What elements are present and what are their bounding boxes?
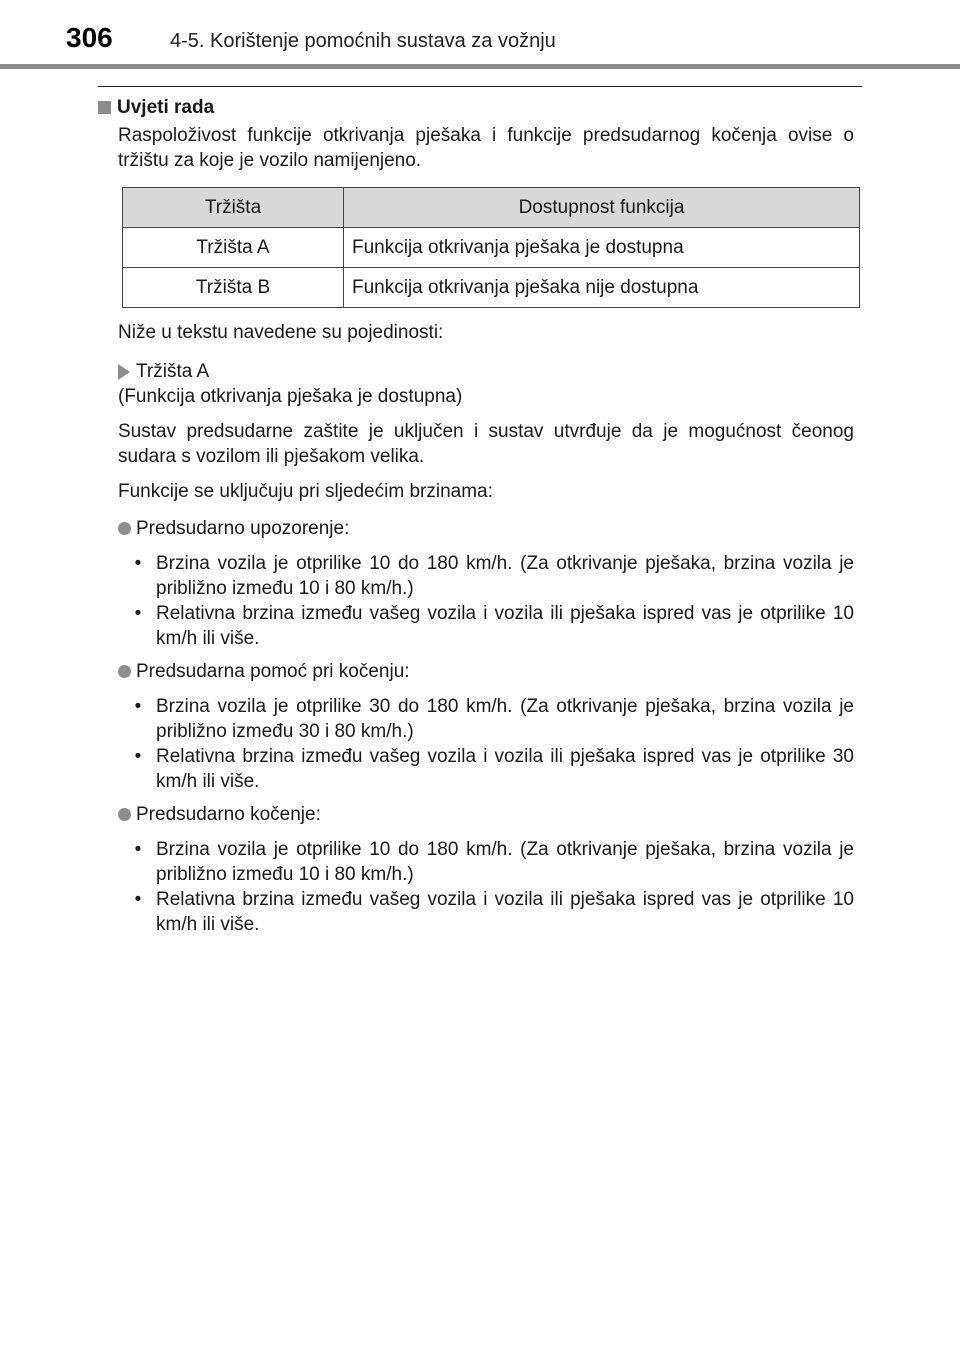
list-item	[118, 887, 854, 937]
table-row	[123, 228, 860, 268]
page-header	[0, 0, 960, 66]
bullet-dot: •	[134, 603, 142, 624]
bullet-dot: •	[134, 746, 142, 767]
circle-bullet-icon	[118, 808, 131, 821]
table-header-row	[123, 188, 860, 228]
market-a-subtitle: (Funkcija otkrivanja pješaka je dostupna)	[118, 386, 463, 407]
chapter-title: 4-5. Korištenje pomoćnih sustava za vožnju	[170, 30, 556, 52]
function-title-row	[118, 659, 854, 684]
section-heading	[98, 92, 858, 122]
table-cell: Funkcija otkrivanja pješaka je dostupna	[344, 228, 860, 268]
list-item	[118, 694, 854, 744]
function-block	[118, 802, 854, 937]
circle-bullet-icon	[118, 665, 131, 678]
bullet-text: Relativna brzina između vašeg vozila i vozila ili pješaka ispred vas je otprilike 10 km/h ili više.	[156, 603, 854, 649]
circle-bullet-icon	[118, 522, 131, 535]
bullet-dot: •	[134, 553, 142, 574]
section-heading-text: Uvjeti rada	[117, 96, 215, 118]
table-cell: Funkcija otkrivanja pješaka nije dostupna	[344, 268, 860, 308]
list-item	[118, 837, 854, 887]
bullet-text: Brzina vozila je otprilike 30 do 180 km/h. (Za otkrivanje pješaka, brzina vozila je približno između 30 i 80 km/h.)	[156, 696, 854, 742]
function-title: Predsudarno kočenje:	[136, 804, 321, 825]
details-intro: Niže u tekstu navedene su pojedinosti:	[118, 322, 444, 343]
bullet-list	[118, 837, 854, 937]
square-bullet-icon	[98, 101, 111, 114]
bullet-text: Relativna brzina između vašeg vozila i vozila ili pješaka ispred vas je otprilike 30 km/h ili više.	[156, 746, 854, 792]
bullet-text: Brzina vozila je otprilike 10 do 180 km/h. (Za otkrivanje pješaka, brzina vozila je približno između 10 i 80 km/h.)	[156, 553, 854, 599]
bullet-text: Relativna brzina između vašeg vozila i vozila ili pješaka ispred vas je otprilike 10 km/h ili više.	[156, 889, 854, 935]
bullet-list	[118, 694, 854, 794]
function-block	[118, 659, 854, 794]
list-item	[118, 551, 854, 601]
bullet-dot: •	[134, 839, 142, 860]
bullet-dot: •	[134, 696, 142, 717]
function-title-row	[118, 802, 854, 827]
triangle-right-icon	[118, 364, 130, 380]
speeds-intro: Funkcije se uključuju pri sljedećim brzinama:	[118, 481, 493, 502]
table-cell: Tržišta B	[123, 268, 344, 308]
list-item	[118, 744, 854, 794]
header-rule	[0, 64, 960, 69]
content-top-rule	[98, 86, 862, 87]
bullet-text: Brzina vozila je otprilike 10 do 180 km/h. (Za otkrivanje pješaka, brzina vozila je približno između 10 i 80 km/h.)	[156, 839, 854, 885]
markets-table	[122, 187, 860, 308]
page-number: 306	[66, 22, 113, 53]
bullet-dot: •	[134, 889, 142, 910]
market-a-title: Tržišta A	[136, 361, 210, 382]
function-title: Predsudarna pomoć pri kočenju:	[136, 661, 410, 682]
market-a-description: Sustav predsudarne zaštite je uključen i sustav utvrđuje da je mogućnost čeonog sudara s vozilom ili pješakom velika.	[118, 421, 854, 467]
bullet-list	[118, 551, 854, 651]
function-title: Predsudarno upozorenje:	[136, 518, 350, 539]
function-title-row	[118, 516, 854, 541]
list-item	[118, 601, 854, 651]
table-cell: Tržišta A	[123, 228, 344, 268]
section-intro: Raspoloživost funkcije otkrivanja pješaka i funkcije predsudarnog kočenja ovise o tržištu za koje je vozilo namijenjeno.	[118, 125, 854, 171]
page-content	[98, 92, 858, 937]
function-block	[118, 516, 854, 651]
table-header-cell: Dostupnost funkcija	[344, 188, 860, 228]
table-header-cell: Tržišta	[123, 188, 344, 228]
market-a-item	[118, 359, 854, 384]
table-row	[123, 268, 860, 308]
